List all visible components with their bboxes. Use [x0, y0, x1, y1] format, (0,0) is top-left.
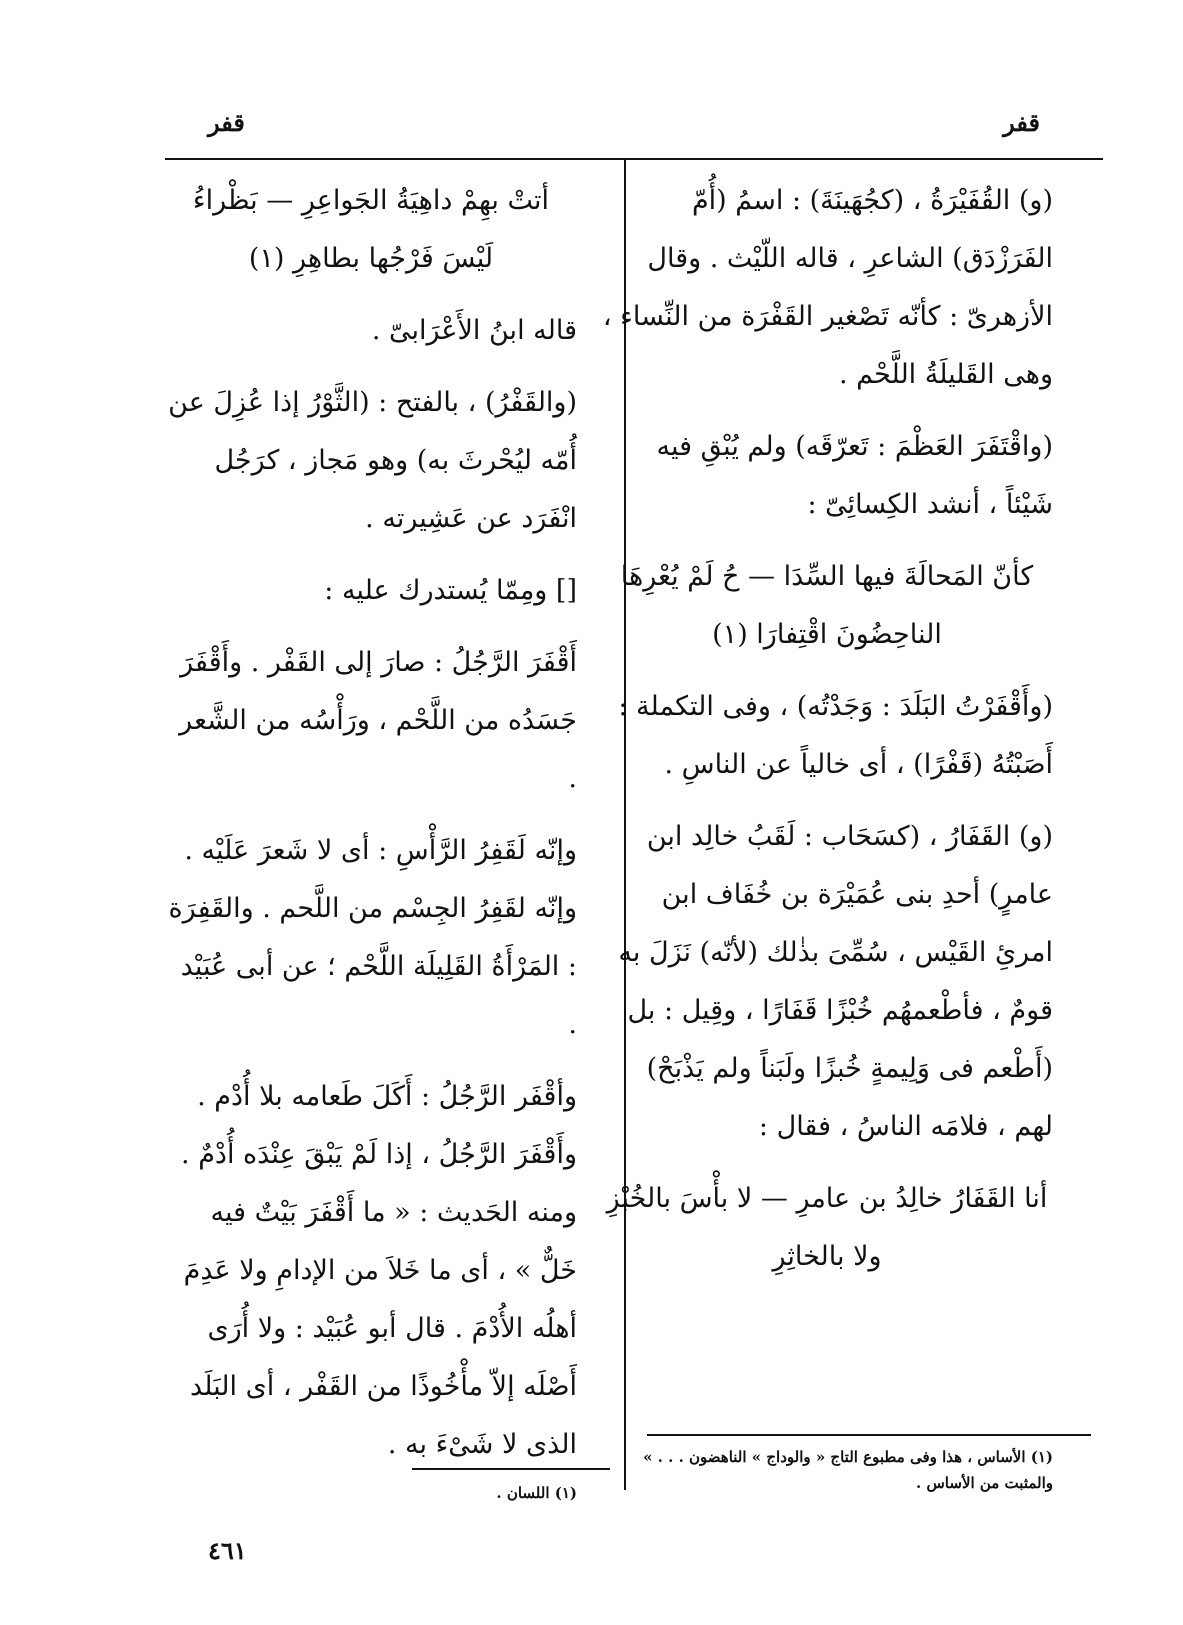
entry-iqtafara: (واقْتَفَرَ العَظْمَ : تَعرّقَه) ولم يُبْقِ فيه شَيْئاً ، أنشد الكِسائِىّ :: [656, 431, 1053, 520]
page-number: ٤٦١: [208, 1536, 247, 1565]
footnote-left: (١) اللسان .: [496, 1484, 577, 1502]
entry-aqfara-udm: وأقْفَر الرَّجُلُ : أَكَلَ طَعامه بلا أُدْم . وأَقْفَرَ الرَّجُلُ ، إذا لَمْ يَبْقَ عِنْدَه أُدْمٌ . ومنه الحَديث : « ما أَقْفَرَ بَيْتٌ فيه خَلٌّ » ، أى ما خَلاَ من الإدامِ ولا عَدِمَ أهلُه الأُدْمَ . قال أبو عُبَيْد : ولا أُرَى أَصْلَه إلاّ مأْخُوذًا من القَفْر ، أى البَلَد الذى لا شَىْءَ به .: [181, 1081, 577, 1460]
verse-qafar: أنا القَفَارُ خالِدُ بن عامرِ — لا بأْسَ بالخُبْزِ ولا بالخاثِرِ: [606, 1183, 1048, 1272]
verse-kisai: كأنّ المَحالَةَ فيها السِّدَا — حُ لَمْ يُعْرِهَا الناحِضُونَ اقْتِفارَا (١): [620, 561, 1034, 650]
left-column: [165, 172, 577, 1488]
running-header-right: قفر: [1003, 108, 1040, 137]
entry-qafir: وإنّه لَقَفِرُ الرَّأْسِ : أى لا شَعرَ عَلَيْه . وإنّه لقَفِرُ الجِسْم من اللَّحم . والقَفِرَة : المَرْأَةُ القَلِيلَة اللَّحْم ؛ عن أبى عُبَيْد .: [168, 835, 577, 1040]
header-rule: [165, 158, 1103, 160]
footnote-rule-right: [647, 1434, 1091, 1436]
attribution: قاله ابنُ الأَعْرَابىّ .: [371, 315, 577, 346]
running-header-left: قفر: [208, 108, 245, 137]
right-column: [601, 172, 1053, 1300]
mustadrak-heading: [] ومِمّا يُستدرك عليه :: [324, 575, 577, 606]
verse-dahiya: أتتْ بهِمْ داهِيَةُ الجَواعِرِ — بَظْراءُ لَيْسَ فَرْجُها بطاهِرِ (١): [192, 185, 550, 274]
entry-qafar: (و) القَفَارُ ، (كسَحَاب : لَقَبُ خالِد ابن عامرٍ) أحدِ بنى عُمَيْرَة بن خُفَاف ابن امرئِ القَيْس ، سُمِّىَ بذٰلك (لأنّه) نَزَلَ به قومٌ ، فأطْعمهُم خُبْزًا قَفَارًا ، وقِيل : بل (أَطْعم فى وَلِيمةٍ خُبزًا ولَبَناً ولم يَذْبَحْ) لهم ، فلامَه الناسُ ، فقال :: [618, 821, 1053, 1142]
entry-aqfara: أَقْفَرَ الرَّجُلُ : صارَ إلى القَفْر . وأَقْفَرَ جَسَدُه من اللَّحْم ، ورَأْسُه من الشَّعر .: [179, 647, 577, 794]
footnote-right: (١) الأساس ، هذا وفى مطبوع التاج « والوداج » الناهضون . . . » والمثبت من الأساس .: [643, 1448, 1053, 1492]
entry-qafr: (والقَفْرُ) ، بالفتح : (الثَّوْرُ إذا عُزِلَ عن أُمّه ليُحْرثَ به) وهو مَجاز ، كرَجُل انْفَرَد عن عَشِيرته .: [168, 387, 577, 534]
entry-qufayra: (و) القُفَيْرَةُ ، (كجُهَينَةَ) : اسمُ (أُمّ الفَرَزْدَق) الشاعرِ ، قاله اللّيْث . وقال الأزهرىّ : كأنّه تَصْغير القَفْرَة من النِّساء ، وهى القَليلَةُ اللَّحْم .: [602, 185, 1053, 390]
footnote-rule-left: [412, 1468, 610, 1470]
entry-aqfartu: (وأَقْفَرْتُ البَلَدَ : وَجَدْتُه) ، وفى التكملة : أَصَبْتُهُ (قَفْرًا) ، أى خالياً عن الناسِ .: [618, 691, 1053, 780]
